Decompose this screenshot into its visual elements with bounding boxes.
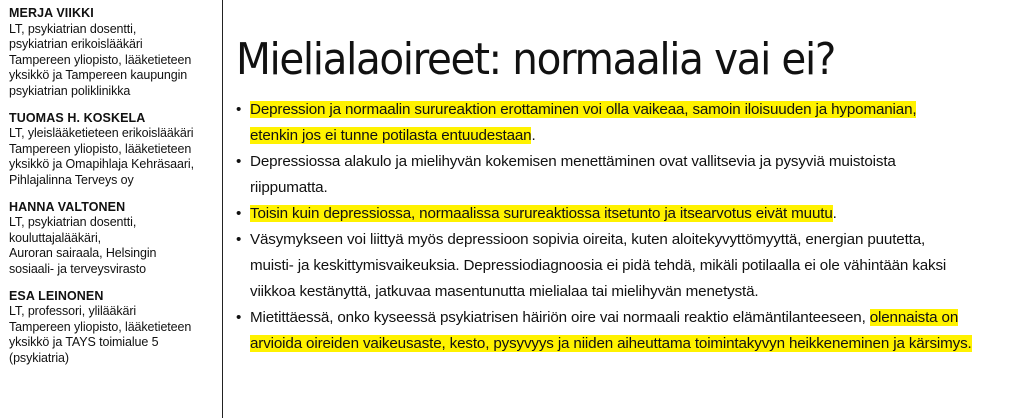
bullet-item — [236, 97, 1021, 149]
author-affiliation: LT, psykiatrian dosentti, — [9, 215, 137, 230]
author-affiliation: Tampereen yliopisto, lääketieteen — [9, 52, 192, 67]
highlighted-text: Toisin kuin depressiossa, normaalissa surureaktiossa itsetunto ja itsearvotus eivät muutu — [250, 205, 833, 222]
author-name: ESA LEINONEN — [9, 288, 104, 303]
author-affiliation: (psykiatria) — [9, 350, 69, 365]
highlighted-text: etenkin jos ei tunne potilasta entuudestaan — [250, 127, 532, 144]
author-name: HANNA VALTONEN — [9, 199, 126, 214]
highlighted-text: olennaista on — [869, 309, 959, 326]
author-affiliation: sosiaali- ja terveysvirasto — [9, 261, 146, 276]
author-affiliation: Tampereen yliopisto, lääketieteen — [9, 141, 192, 156]
bullet-icon: • — [236, 101, 242, 118]
highlighted-text: Depression ja normaalin surureaktion erottaminen voi olla vaikeaa, samoin iloisuuden ja hypomanian, — [250, 101, 917, 118]
bullet-icon: • — [236, 153, 242, 170]
author-list — [9, 6, 214, 377]
author-affiliation: yksikkö ja Omapihlaja Kehräsaari, — [9, 157, 194, 172]
bullet-item — [236, 227, 1021, 305]
page-title: Mielialaoireet: normaalia vai ei? — [236, 34, 835, 86]
bullet-icon: • — [236, 205, 242, 222]
bullet-text: Depressiossa alakulo ja mielihyvän kokemisen menettäminen ovat vallitsevia ja pysyviä muistoista — [250, 153, 896, 170]
bullet-item — [236, 201, 1021, 227]
author-affiliation: Pihlajalinna Terveys oy — [9, 172, 134, 187]
author-affiliation: yksikkö ja Tampereen kaupungin — [9, 68, 188, 83]
author-block — [9, 289, 214, 367]
bullet-text: . — [531, 127, 536, 144]
bullet-list — [236, 97, 1021, 357]
bullet-text: Mietittäessä, onko kyseessä psykiatrisen häiriön oire vai normaali reaktio elämäntilanteeseen, — [250, 309, 870, 326]
author-affiliation: Tampereen yliopisto, lääketieteen — [9, 319, 192, 334]
author-name: TUOMAS H. KOSKELA — [9, 110, 146, 125]
bullet-icon: • — [236, 309, 242, 326]
author-affiliation: LT, yleislääketieteen erikoislääkäri — [9, 126, 194, 141]
column-divider — [222, 0, 223, 418]
bullet-text: . — [832, 205, 837, 222]
author-block — [9, 111, 214, 189]
author-affiliation: psykiatrian poliklinikka — [9, 83, 131, 98]
bullet-text: viikkoa kestänyttä, jatkuvaa masentunutta mielialaa tai mielihyvän menetystä. — [250, 283, 759, 300]
author-affiliation: LT, professori, ylilääkäri — [9, 304, 137, 319]
author-affiliation: yksikkö ja TAYS toimialue 5 — [9, 335, 159, 350]
author-affiliation: Auroran sairaala, Helsingin — [9, 246, 157, 261]
bullet-item — [236, 305, 1021, 357]
author-block — [9, 200, 214, 278]
author-affiliation: LT, psykiatrian dosentti, — [9, 21, 137, 36]
author-affiliation: psykiatrian erikoislääkäri — [9, 37, 143, 52]
bullet-item — [236, 149, 1021, 201]
author-block — [9, 6, 214, 100]
bullet-text: riippumatta. — [250, 179, 328, 196]
highlighted-text: arvioida oireiden vaikeusaste, kesto, pysyvyys ja niiden aiheuttama toimintakyvyn heikkeneminen ja kärsimys. — [250, 335, 972, 352]
author-affiliation: kouluttajalääkäri, — [9, 230, 102, 245]
author-name: MERJA VIIKKI — [9, 6, 94, 20]
bullet-icon: • — [236, 231, 242, 248]
bullet-text: muisti- ja keskittymisvaikeuksia. Depressiodiagnoosia ei pidä tehdä, mikäli potilaalla ei ole vähintään kaksi — [250, 257, 947, 274]
bullet-text: Väsymykseen voi liittyä myös depressioon sopivia oireita, kuten aloitekyvyttömyyttä, energian puutetta, — [250, 231, 926, 248]
